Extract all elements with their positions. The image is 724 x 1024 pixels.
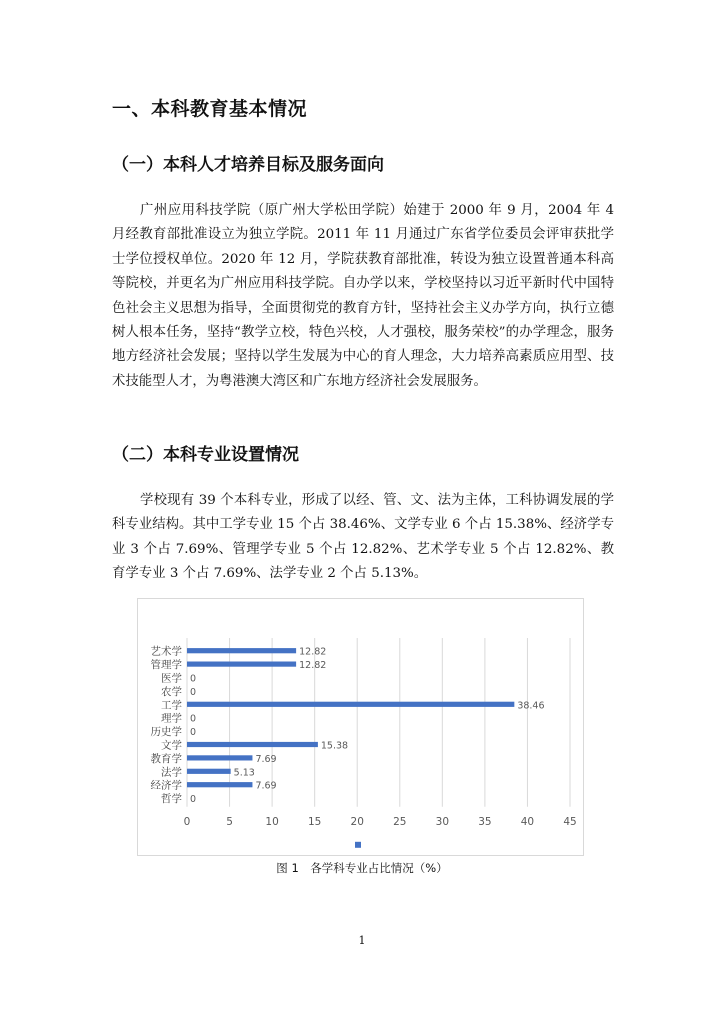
- category-label: 文学: [161, 739, 182, 752]
- bar-工学: [187, 702, 514, 707]
- x-tick-label: 35: [478, 815, 492, 828]
- x-tick-label: 20: [350, 815, 364, 828]
- value-label: 0: [190, 713, 197, 725]
- bar-法学: [187, 769, 231, 774]
- x-tick-label: 30: [435, 815, 450, 828]
- value-label: 0: [190, 794, 197, 806]
- x-tick-label: 45: [563, 815, 577, 828]
- value-label: 0: [190, 686, 197, 698]
- category-label: 工学: [161, 699, 182, 712]
- heading-1: 一、本科教育基本情况: [112, 98, 308, 120]
- bar-管理学: [187, 662, 296, 667]
- category-label: 经济学: [150, 779, 182, 792]
- x-tick-label: 15: [307, 815, 322, 828]
- category-label: 哲学: [161, 793, 182, 806]
- category-label: 教育学: [150, 752, 182, 765]
- section-1-title: （一）本科人才培养目标及服务面向: [112, 155, 384, 175]
- value-label: 15.38: [320, 740, 349, 752]
- section-1-paragraph: 广州应用科技学院（原广州大学松田学院）始建于 2000 年 9 月，2004 年 4 月经教育部批准设立为独立学院。2011 年 11 月通过广东省学位委员会评审获批学士学位授权单位。2020 年 12 月，学院获教育部批准，转设为独立设置普通本科高等院校，并更名为广州应用科技学院。自办学以来，学校坚持以习近平新时代中国特色社会主义思想为指导，全面贯彻党的教育方针，坚持社会主义办学方向，执行立德树人根本任务，坚持“教学立校，特色兴校，人才强校，服务荣校”的办学理念，服务地方经济社会发展；坚持以学生发展为中心的育人理念，大力培养高素质应用型、技术技能型人才，为粤港澳大湾区和广东地方经济社会发展服务。: [112, 203, 614, 389]
- category-label: 艺术学: [150, 645, 182, 658]
- category-label: 医学: [161, 672, 182, 685]
- category-label: 管理学: [150, 659, 182, 672]
- x-tick-label: 25: [393, 815, 407, 828]
- x-tick-label: 0: [183, 815, 191, 828]
- page-number: 1: [358, 934, 366, 947]
- x-tick-label: 40: [520, 815, 535, 828]
- figure-caption: 图 1 各学科专业占比情况（%）: [276, 861, 448, 875]
- value-label: 7.69: [255, 753, 277, 765]
- bar-chart: [138, 599, 583, 855]
- x-tick-label: 5: [226, 815, 233, 828]
- value-label: 0: [190, 673, 197, 685]
- value-label: 12.82: [299, 660, 327, 672]
- legend-marker: [355, 842, 361, 848]
- bar-艺术学: [187, 648, 296, 653]
- category-label: 理学: [161, 712, 182, 725]
- bar-教育学: [187, 755, 252, 760]
- value-label: 0: [190, 727, 197, 739]
- value-label: 12.82: [299, 646, 327, 658]
- section-2-title: （二）本科专业设置情况: [112, 445, 299, 465]
- category-label: 农学: [161, 685, 182, 698]
- value-label: 7.69: [255, 780, 277, 792]
- value-label: 5.13: [233, 767, 255, 779]
- value-label: 38.46: [517, 700, 545, 712]
- x-tick-label: 10: [265, 815, 279, 828]
- chart-frame: [137, 598, 584, 856]
- bar-文学: [187, 742, 318, 747]
- category-label: 历史学: [150, 726, 182, 739]
- category-label: 法学: [161, 766, 182, 779]
- bar-经济学: [187, 782, 252, 787]
- section-2-paragraph: 学校现有 39 个本科专业，形成了以经、管、文、法为主体，工科协调发展的学科专业结构。其中工学专业 15 个占 38.46%、文学专业 6 个占 15.38%、经济学专业 3 个占 7.69%、管理学专业 5 个占 12.82%、艺术学专业 5 个占 12.82%、教育学专业 3 个占 7.69%、法学专业 2 个占 5.13%。: [112, 493, 614, 582]
